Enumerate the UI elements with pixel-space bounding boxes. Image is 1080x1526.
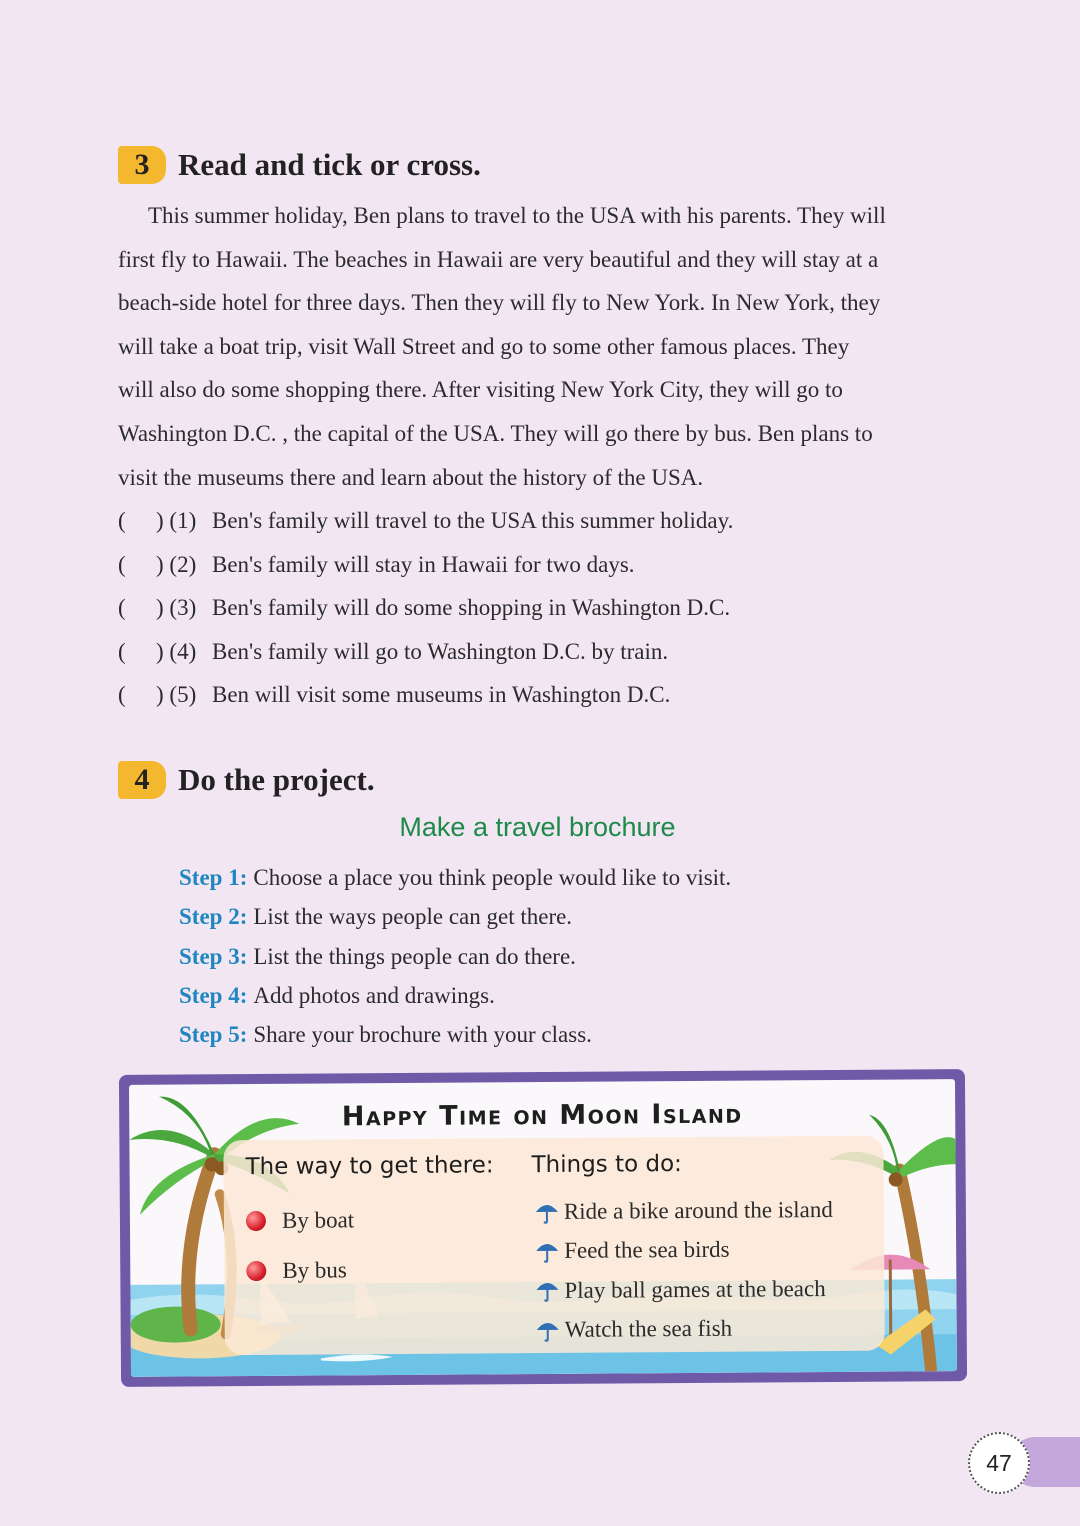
answer-blank[interactable]: ( [118,595,126,621]
project-title: Make a travel brochure [399,812,676,842]
page-number: 47 [968,1432,1030,1494]
answer-blank[interactable]: ( [118,551,126,577]
passage-line: This summer holiday, Ben plans to travel to the USA with his parents. They will [148,203,886,228]
question-item[interactable] [118,586,733,630]
question-item[interactable] [118,543,733,587]
reading-passage [118,194,948,499]
question-text: Ben's family will travel to the USA this summer holiday. [212,508,734,533]
list-item [534,1229,833,1270]
question-item[interactable] [118,673,733,717]
way-list [246,1195,355,1296]
passage-line: Washington D.C. , the capital of the USA. They will go there by bus. Ben plans to [118,420,873,446]
umbrella-icon [534,1278,560,1302]
question-text: Ben will visit some museums in Washington D.C. [212,682,671,708]
question-item[interactable] [118,499,733,543]
todo-label: Feed the sea birds [564,1236,730,1264]
way-label: By boat [281,1207,355,1233]
travel-brochure [119,1069,967,1387]
section-title: Do the project. [178,762,375,797]
todo-label: Play ball games at the beach [564,1275,826,1303]
question-text: Ben's family will go to Washington D.C. by train. [212,638,669,664]
step-text: List the things people can do there. [253,943,576,969]
things-to-do-list [534,1190,834,1349]
passage-line: will take a boat trip, visit Wall Street and go to some other famous places. They [118,333,850,359]
section-title: Read and tick or cross. [178,147,481,182]
brochure-title: Happy Time on Moon Island [341,1098,743,1133]
question-text: Ben's family will stay in Hawaii for two days. [212,551,635,577]
list-item [535,1308,834,1349]
way-to-get-there-heading: The way to get there: [245,1152,494,1181]
step-item [179,976,731,1015]
answer-blank[interactable]: ( [118,638,126,664]
step-text: Add photos and drawings. [253,982,495,1008]
section-3-heading [118,146,481,184]
step-label: Step 5: [179,1022,248,1048]
question-item[interactable] [118,630,733,674]
question-number: ) (5) [156,682,197,708]
question-number: ) (3) [156,595,197,621]
step-text: Choose a place you think people would like to visit. [253,865,732,890]
tick-or-cross-questions [118,499,733,717]
red-dot-icon [246,1211,266,1231]
brochure-content [129,1079,957,1377]
umbrella-icon [535,1317,561,1341]
way-label: By bus [282,1257,347,1283]
passage-line: first fly to Hawaii. The beaches in Hawaii are very beautiful and they will stay at a [118,246,879,272]
section-number-badge: 3 [118,146,166,184]
step-text: List the ways people can get there. [253,904,573,930]
things-to-do-heading: Things to do: [531,1151,682,1179]
project-steps [179,858,731,1054]
step-item [179,937,731,976]
step-label: Step 3: [179,943,248,969]
list-item [534,1269,833,1310]
todo-label: Ride a bike around the island [563,1196,833,1224]
question-text: Ben's family will do some shopping in Washington D.C. [212,595,731,621]
section-number-badge: 4 [118,761,166,799]
umbrella-icon [534,1200,560,1224]
todo-label: Watch the sea fish [564,1315,733,1342]
step-label: Step 2: [179,904,248,930]
answer-blank[interactable]: ( [118,508,126,533]
question-number: ) (2) [156,551,197,577]
answer-blank[interactable]: ( [118,682,126,708]
section-4-heading [118,761,375,799]
list-item [534,1190,833,1231]
red-dot-icon [246,1261,266,1281]
question-number: ) (4) [156,638,197,664]
question-number: ) (1) [156,508,197,533]
passage-line: visit the museums there and learn about the history of the USA. [118,464,704,490]
step-label: Step 1: [179,865,248,890]
list-item [246,1195,355,1246]
step-text: Share your brochure with your class. [253,1022,592,1048]
step-item [179,858,731,897]
passage-line: will also do some shopping there. After visiting New York City, they will go to [118,377,843,403]
passage-line: beach-side hotel for three days. Then they will fly to New York. In New York, they [118,290,881,316]
umbrella-icon [534,1239,560,1263]
list-item [246,1245,355,1296]
step-item [179,1015,731,1054]
step-label: Step 4: [179,982,248,1008]
step-item [179,897,731,936]
